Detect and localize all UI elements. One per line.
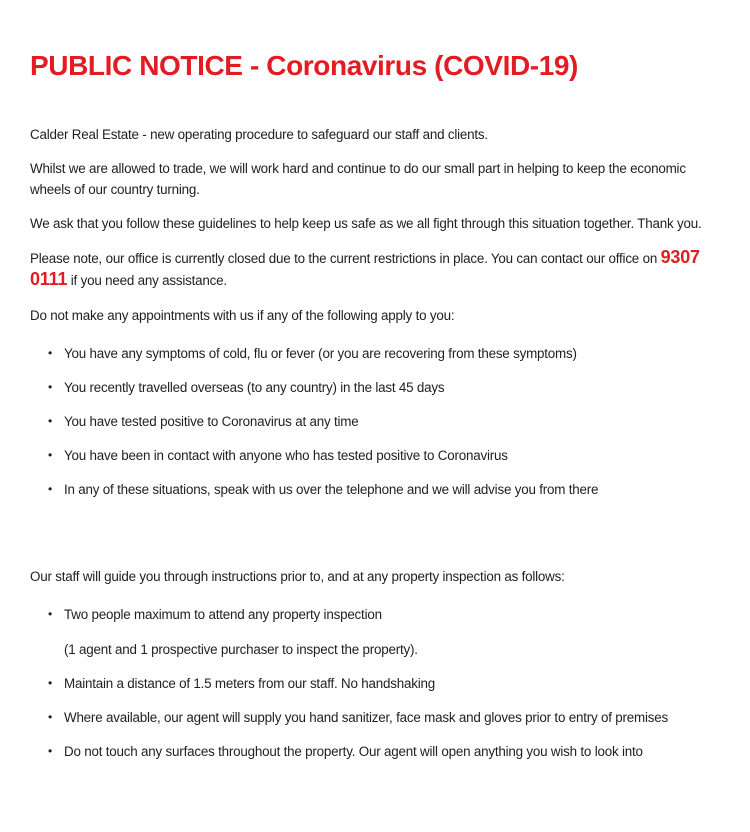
list-item-text: Two people maximum to attend any property inspection xyxy=(64,607,382,622)
bullet-icon: • xyxy=(48,414,53,428)
list-item-text: In any of these situations, speak with us over the telephone and we will advise you from there xyxy=(64,482,599,497)
intro-paragraph-4 xyxy=(30,247,712,291)
list-item-text: You recently travelled overseas (to any country) in the last 45 days xyxy=(64,380,445,395)
list-item xyxy=(30,445,712,466)
intro-paragraph-2: Whilst we are allowed to trade, we will work hard and continue to do our small part in helping to keep the economic wheels of our country turning. xyxy=(30,161,686,197)
bullet-icon: • xyxy=(48,448,53,462)
intro-paragraph-1: Calder Real Estate - new operating procedure to safeguard our staff and clients. xyxy=(30,127,488,142)
appointments-section-heading: Do not make any appointments with us if any of the following apply to you: xyxy=(30,308,455,323)
bullet-icon: • xyxy=(48,710,53,724)
bullet-icon: • xyxy=(48,346,53,360)
list-item xyxy=(30,479,712,500)
list-item-text: You have tested positive to Coronavirus at any time xyxy=(64,414,359,429)
list-item xyxy=(30,343,712,364)
phone-number: 9307 0111 xyxy=(30,247,700,289)
bullet-icon: • xyxy=(48,607,53,621)
inspection-list xyxy=(30,604,712,762)
list-item xyxy=(30,411,712,432)
bullet-icon: • xyxy=(48,676,53,690)
bullet-icon: • xyxy=(48,380,53,394)
list-item xyxy=(30,673,712,694)
bullet-icon: • xyxy=(48,744,53,758)
office-closed-text: Please note, our office is currently closed due to the current restrictions in place. You can contact our office on xyxy=(30,251,661,266)
appointments-list xyxy=(30,343,712,500)
assistance-text: if you need any assistance. xyxy=(67,273,227,288)
inspection-section-heading: Our staff will guide you through instructions prior to, and at any property inspection as follows: xyxy=(30,569,565,584)
page-title: PUBLIC NOTICE - Coronavirus (COVID-19) xyxy=(30,50,578,81)
list-item xyxy=(30,741,712,762)
intro-paragraph-3: We ask that you follow these guidelines to help keep us safe as we all fight through this situation together. Thank you. xyxy=(30,216,702,231)
list-item xyxy=(30,604,712,660)
list-item-note: (1 agent and 1 prospective purchaser to inspect the property). xyxy=(64,642,418,657)
list-item-text: Maintain a distance of 1.5 meters from our staff. No handshaking xyxy=(64,676,436,691)
list-item-text: Do not touch any surfaces throughout the property. Our agent will open anything you wish to look into xyxy=(64,744,643,759)
list-item xyxy=(30,377,712,398)
bullet-icon: • xyxy=(48,482,53,496)
list-item-text: Where available, our agent will supply you hand sanitizer, face mask and gloves prior to entry of premises xyxy=(64,710,669,725)
list-item xyxy=(30,707,712,728)
list-item-text: You have been in contact with anyone who has tested positive to Coronavirus xyxy=(64,448,508,463)
list-item-text: You have any symptoms of cold, flu or fever (or you are recovering from these symptoms) xyxy=(64,346,577,361)
